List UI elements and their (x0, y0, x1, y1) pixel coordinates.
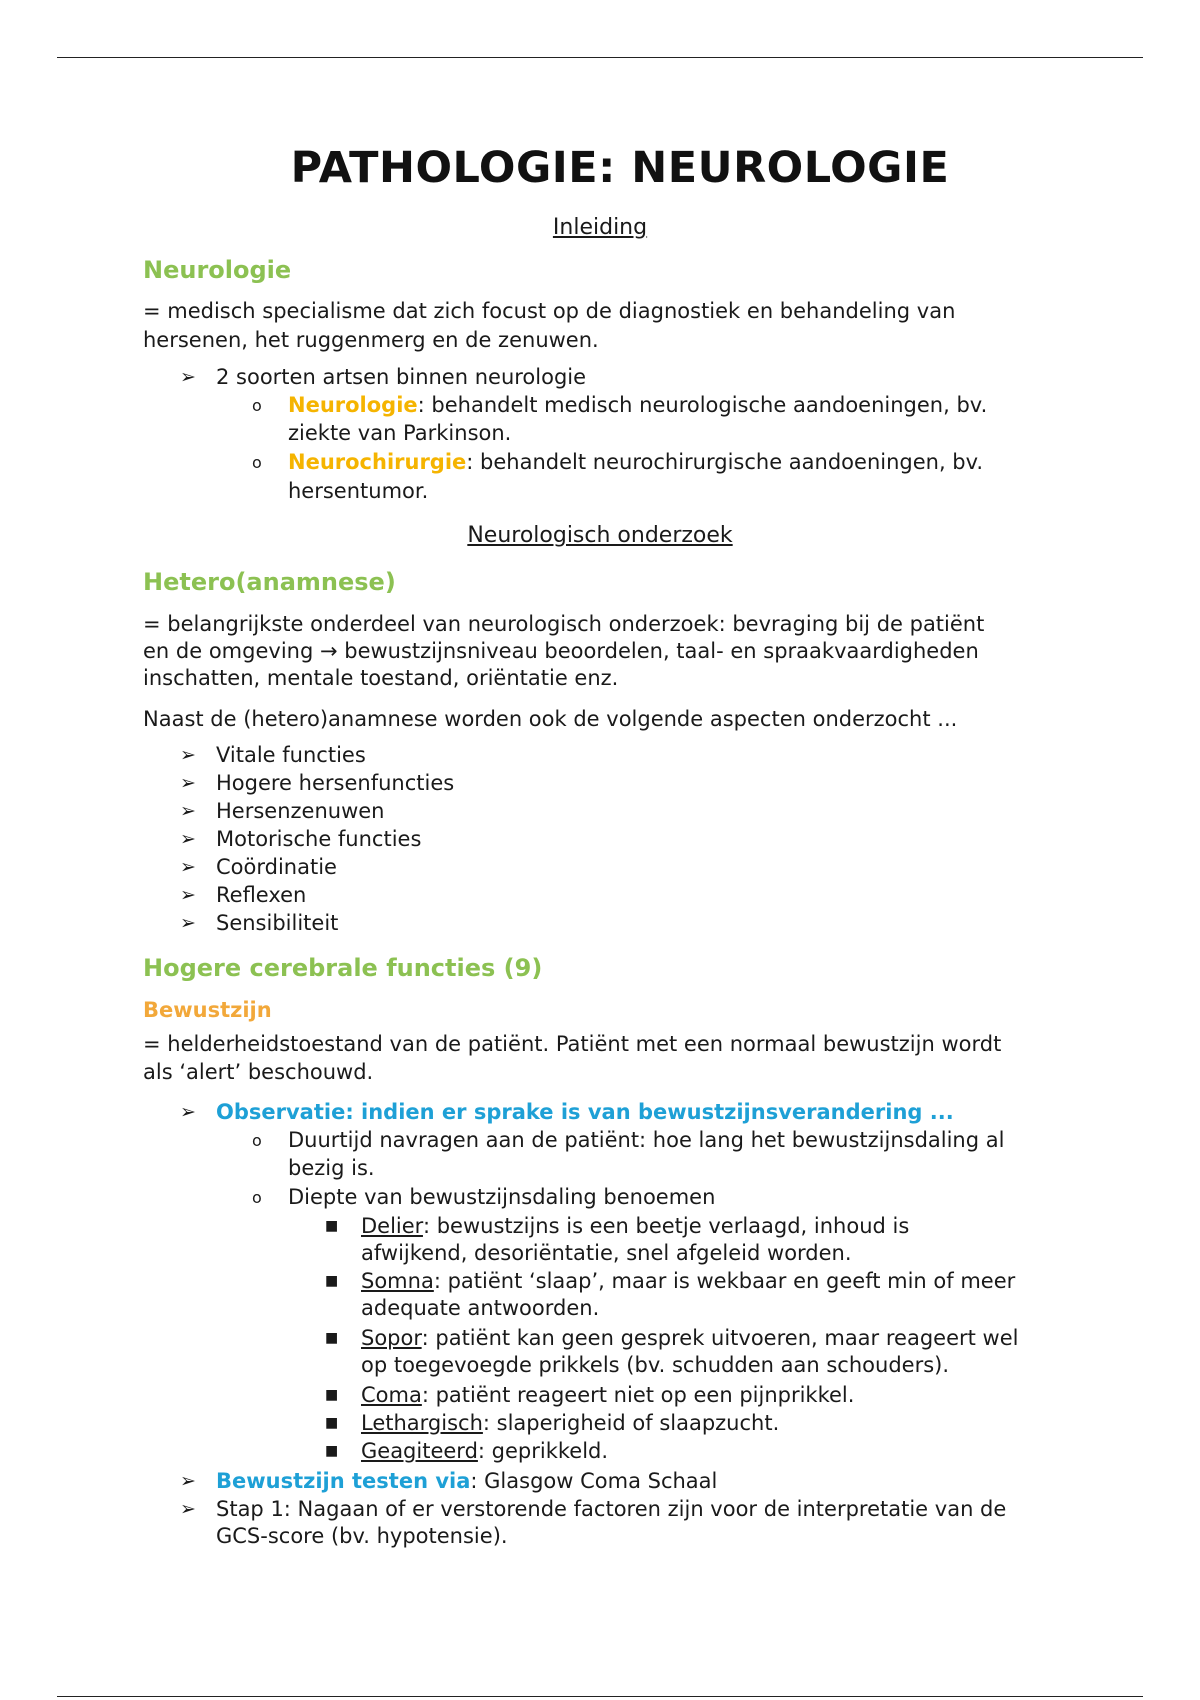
list-item: Duurtijd navragen aan de patiënt: hoe lang het bewustzijnsdaling al (288, 1128, 1005, 1152)
observatie-heading: Observatie: indien er sprake is van bewustzijnsverandering ... (216, 1100, 954, 1124)
list-item-text: : geprikkeld. (477, 1439, 609, 1463)
arrow-bullet-icon: ➢ (180, 1498, 196, 1520)
square-bullet-icon: ■ (325, 1387, 339, 1403)
list-item: Stap 1: Nagaan of er verstorende factoren zijn voor de interpretatie van de (216, 1497, 1007, 1521)
bewustzijn-definition-line2: als ‘alert’ beschouwd. (143, 1060, 374, 1084)
list-item: 2 soorten artsen binnen neurologie (216, 365, 587, 389)
term-delier: Delier (361, 1214, 423, 1238)
square-bullet-icon: ■ (325, 1415, 339, 1431)
list-item-text: : slaperigheid of slaapzucht. (482, 1411, 780, 1435)
arrow-bullet-icon: ➢ (180, 772, 196, 794)
arrow-bullet-icon: ➢ (180, 884, 196, 906)
bewustzijn-definition-line1: = helderheidstoestand van de patiënt. Patiënt met een normaal bewustzijn wordt (143, 1032, 1002, 1056)
heading-neurologie: Neurologie (143, 256, 292, 284)
list-item (361, 1411, 779, 1436)
list-item: Sensibiliteit (216, 911, 339, 935)
term-somna: Somna (361, 1269, 434, 1293)
arrow-bullet-icon: ➢ (180, 800, 196, 822)
square-bullet-icon: ■ (325, 1273, 339, 1289)
list-item-text: : behandelt medisch neurologische aandoeningen, bv. (417, 393, 988, 417)
list-item-text: : behandelt neurochirurgische aandoeningen, bv. (466, 450, 984, 474)
subheading-bewustzijn: Bewustzijn (143, 998, 272, 1022)
list-item: Diepte van bewustzijnsdaling benoemen (288, 1185, 716, 1209)
term-geagiteerd: Geagiteerd (361, 1439, 478, 1463)
arrow-bullet-icon: ➢ (180, 744, 196, 766)
list-item-continuation: adequate antwoorden. (361, 1296, 600, 1320)
hetero-definition-line1: = belangrijkste onderdeel van neurologisch onderzoek: bevraging bij de patiënt (143, 612, 985, 636)
term-lethargisch: Lethargisch (361, 1411, 483, 1435)
list-item: Hersenzenuwen (216, 799, 385, 823)
list-item: Reflexen (216, 883, 307, 907)
list-item-text: : Glasgow Coma Schaal (470, 1469, 718, 1493)
list-item-text: : bewustzijns is een beetje verlaagd, inhoud is (422, 1214, 910, 1238)
circle-bullet-icon: o (252, 453, 262, 472)
square-bullet-icon: ■ (325, 1218, 339, 1234)
neurologie-definition-line1: = medisch specialisme dat zich focust op de diagnostiek en behandeling van (143, 299, 956, 323)
arrow-bullet-icon: ➢ (180, 1101, 196, 1123)
list-item-continuation: ziekte van Parkinson. (288, 421, 512, 445)
arrow-bullet-icon: ➢ (180, 828, 196, 850)
list-item (361, 1214, 909, 1239)
list-item: Hogere hersenfuncties (216, 771, 455, 795)
square-bullet-icon: ■ (325, 1330, 339, 1346)
list-item-text: : patiënt reageert niet op een pijnprikkel. (421, 1383, 855, 1407)
heading-hogere-cerebrale-functies: Hogere cerebrale functies (9) (143, 954, 543, 982)
section-title-inleiding: Inleiding (552, 215, 648, 240)
keyword-bewustzijn-testen: Bewustzijn testen via (216, 1469, 471, 1493)
arrow-bullet-icon: ➢ (180, 912, 196, 934)
circle-bullet-icon: o (252, 1188, 262, 1207)
list-item: Motorische functies (216, 827, 422, 851)
hetero-intro: Naast de (hetero)anamnese worden ook de volgende aspecten onderzocht ... (143, 707, 958, 731)
page-title: PATHOLOGIE: NEUROLOGIE (290, 143, 950, 193)
list-item (216, 1469, 717, 1494)
list-item-continuation: GCS-score (bv. hypotensie). (216, 1524, 508, 1548)
bottom-rule (57, 1696, 1143, 1697)
list-item (361, 1439, 608, 1464)
arrow-bullet-icon: ➢ (180, 366, 196, 388)
keyword-neurologie: Neurologie (288, 393, 418, 417)
list-item (361, 1269, 1015, 1294)
list-item (288, 450, 983, 475)
heading-hetero-anamnese: Hetero(anamnese) (143, 568, 396, 596)
circle-bullet-icon: o (252, 1131, 262, 1150)
list-item (361, 1326, 1018, 1351)
list-item-continuation: hersentumor. (288, 479, 429, 503)
hetero-definition-line2: en de omgeving → bewustzijnsniveau beoordelen, taal- en spraakvaardigheden (143, 639, 979, 663)
section-title-neurologisch-onderzoek: Neurologisch onderzoek (467, 523, 733, 548)
list-item: Coördinatie (216, 855, 337, 879)
hetero-definition-line3: inschatten, mentale toestand, oriëntatie enz. (143, 666, 619, 690)
arrow-bullet-icon: ➢ (180, 856, 196, 878)
list-item-text: : patiënt kan geen gesprek uitvoeren, maar reageert wel (421, 1326, 1019, 1350)
square-bullet-icon: ■ (325, 1443, 339, 1459)
list-item (288, 393, 987, 418)
list-item-continuation: op toegevoegde prikkels (bv. schudden aan schouders). (361, 1353, 950, 1377)
list-item: Vitale functies (216, 743, 366, 767)
arrow-bullet-icon: ➢ (180, 1470, 196, 1492)
term-coma: Coma (361, 1383, 422, 1407)
list-item-continuation: bezig is. (288, 1156, 375, 1180)
term-sopor: Sopor (361, 1326, 422, 1350)
list-item-continuation: afwijkend, desoriëntatie, snel afgeleid worden. (361, 1241, 852, 1265)
keyword-neurochirurgie: Neurochirurgie (288, 450, 467, 474)
circle-bullet-icon: o (252, 396, 262, 415)
list-item (361, 1383, 854, 1408)
neurologie-definition-line2: hersenen, het ruggenmerg en de zenuwen. (143, 328, 599, 352)
list-item-text: : patiënt ‘slaap’, maar is wekbaar en geeft min of meer (433, 1269, 1016, 1293)
